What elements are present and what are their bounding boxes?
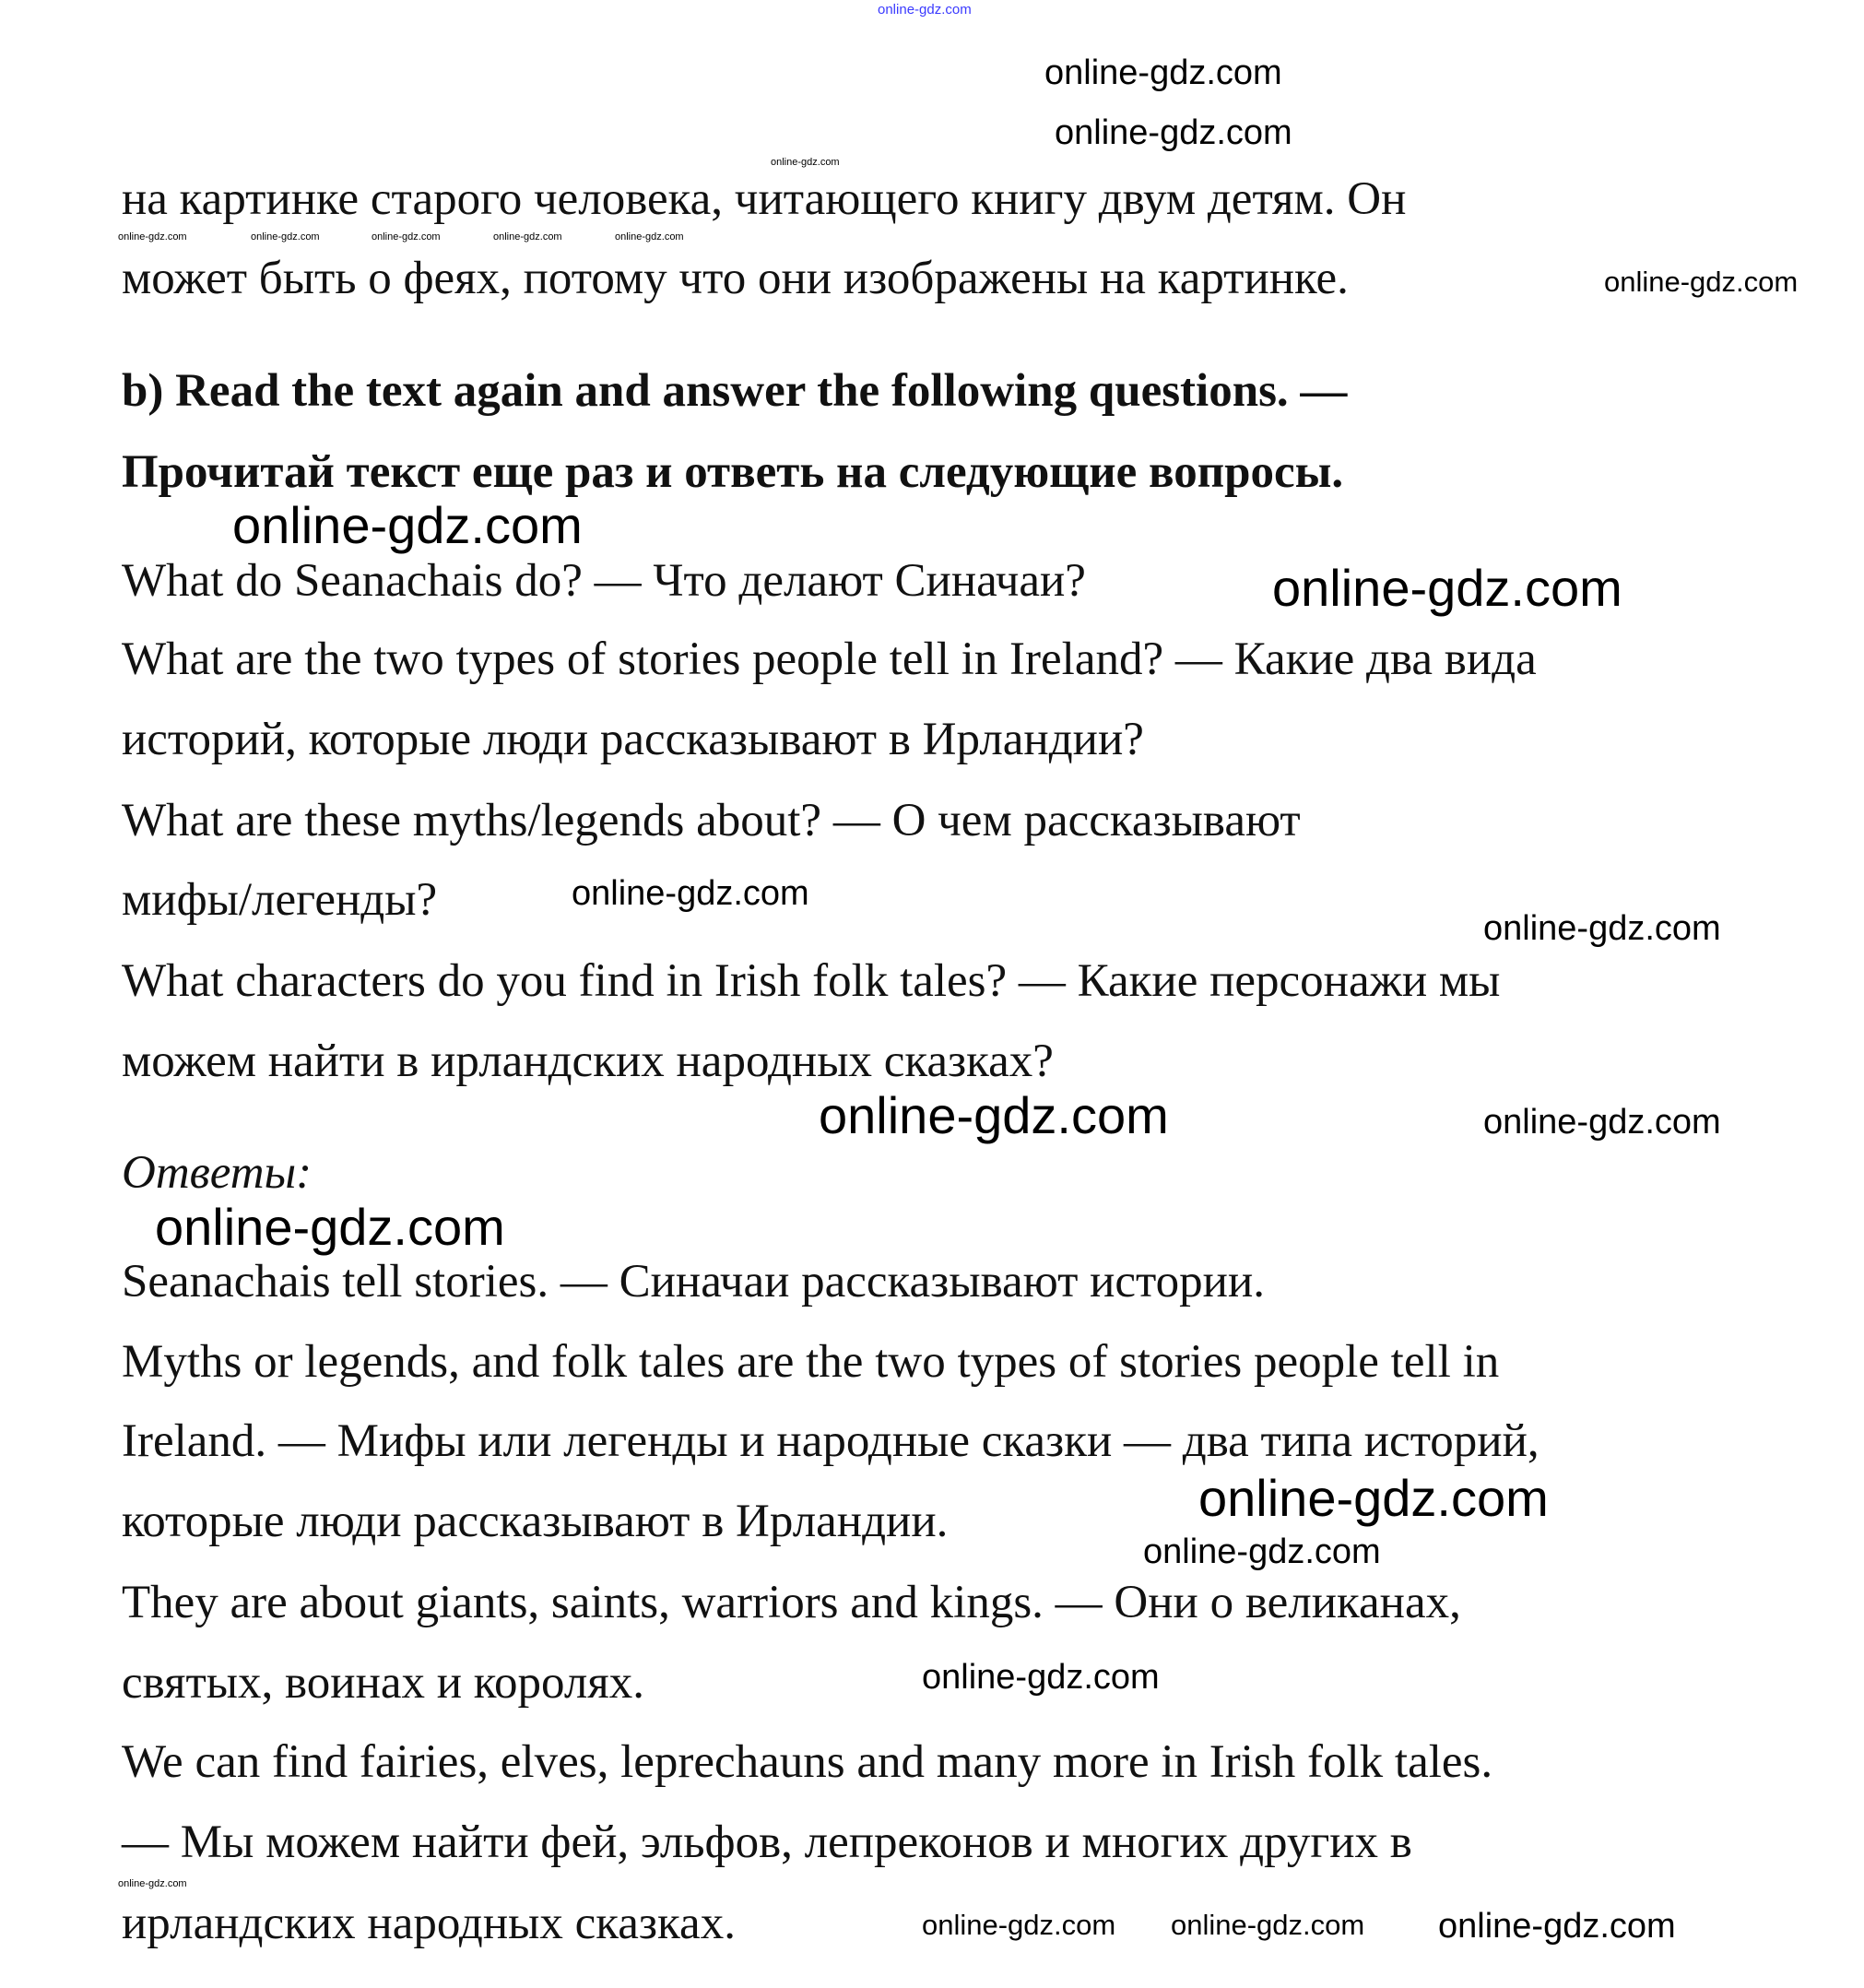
- answer: Ireland. — Мифы или легенды и народные сказки — два типа историй,: [122, 1415, 1540, 1467]
- question: можем найти в ирландских народных сказках?: [122, 1035, 1054, 1087]
- watermark: online-gdz.com: [1198, 1469, 1549, 1527]
- answer: Myths or legends, and folk tales are the two types of stories people tell in: [122, 1336, 1500, 1388]
- watermark: online-gdz.com: [922, 1909, 1116, 1941]
- question: историй, которые люди рассказывают в Ирландии?: [122, 714, 1144, 765]
- question: мифы/легенды?: [122, 874, 438, 926]
- question: What characters do you find in Irish folk tales? — Какие персонажи мы: [122, 955, 1501, 1007]
- question: What are these myths/legends about? — О чем рассказывают: [122, 795, 1301, 846]
- watermark: online-gdz.com: [1438, 1907, 1676, 1946]
- answer: святых, воинах и королях.: [122, 1657, 644, 1709]
- watermark: online-gdz.com: [615, 231, 684, 243]
- answer: — Мы можем найти фей, эльфов, лепреконов и многих других в: [122, 1816, 1412, 1868]
- watermark: online-gdz.com: [1055, 113, 1292, 152]
- watermark: online-gdz.com: [1604, 266, 1799, 298]
- watermark: online-gdz.com: [1171, 1909, 1365, 1941]
- watermark: online-gdz.com: [1143, 1532, 1381, 1571]
- answer: которые люди рассказывают в Ирландии.: [122, 1496, 949, 1547]
- answers-label: Ответы:: [122, 1147, 313, 1199]
- watermark: online-gdz.com: [572, 874, 809, 913]
- watermark: online-gdz.com: [1044, 53, 1282, 92]
- task-heading: b) Read the text again and answer the following questions. —: [122, 365, 1348, 417]
- watermark: online-gdz.com: [155, 1198, 505, 1256]
- watermark: online-gdz.com: [118, 231, 187, 243]
- task-heading-translation: Прочитай текст еще раз и ответь на следующие вопросы.: [122, 446, 1344, 498]
- watermark: online-gdz.com: [1483, 1103, 1721, 1142]
- watermark: online-gdz.com: [1483, 909, 1721, 948]
- watermark: online-gdz.com: [1272, 559, 1622, 617]
- watermark: online-gdz.com: [232, 496, 583, 554]
- question: What do Seanachais do? — Что делают Синачаи?: [122, 555, 1086, 607]
- answer: We can find fairies, elves, leprechauns and many more in Irish folk tales.: [122, 1736, 1493, 1788]
- answer: They are about giants, saints, warriors and kings. — Они о великанах,: [122, 1577, 1461, 1628]
- watermark: online-gdz.com: [118, 1878, 187, 1889]
- watermark: online-gdz.com: [493, 231, 562, 243]
- watermark: online-gdz.com: [251, 231, 320, 243]
- watermark: online-gdz.com: [922, 1658, 1160, 1697]
- question: What are the two types of stories people tell in Ireland? — Какие два вида: [122, 633, 1537, 685]
- answer: ирландских народных сказках.: [122, 1898, 736, 1949]
- answer: Seanachais tell stories. — Синачаи рассказывают истории.: [122, 1256, 1265, 1308]
- text-line: на картинке старого человека, читающего книгу двум детям. Он: [122, 173, 1407, 225]
- watermark: online-gdz.com: [878, 2, 972, 18]
- watermark: online-gdz.com: [819, 1086, 1169, 1144]
- watermark: online-gdz.com: [771, 157, 840, 168]
- watermark: online-gdz.com: [372, 231, 441, 243]
- text-line: может быть о феях, потому что они изображены на картинке.: [122, 253, 1349, 304]
